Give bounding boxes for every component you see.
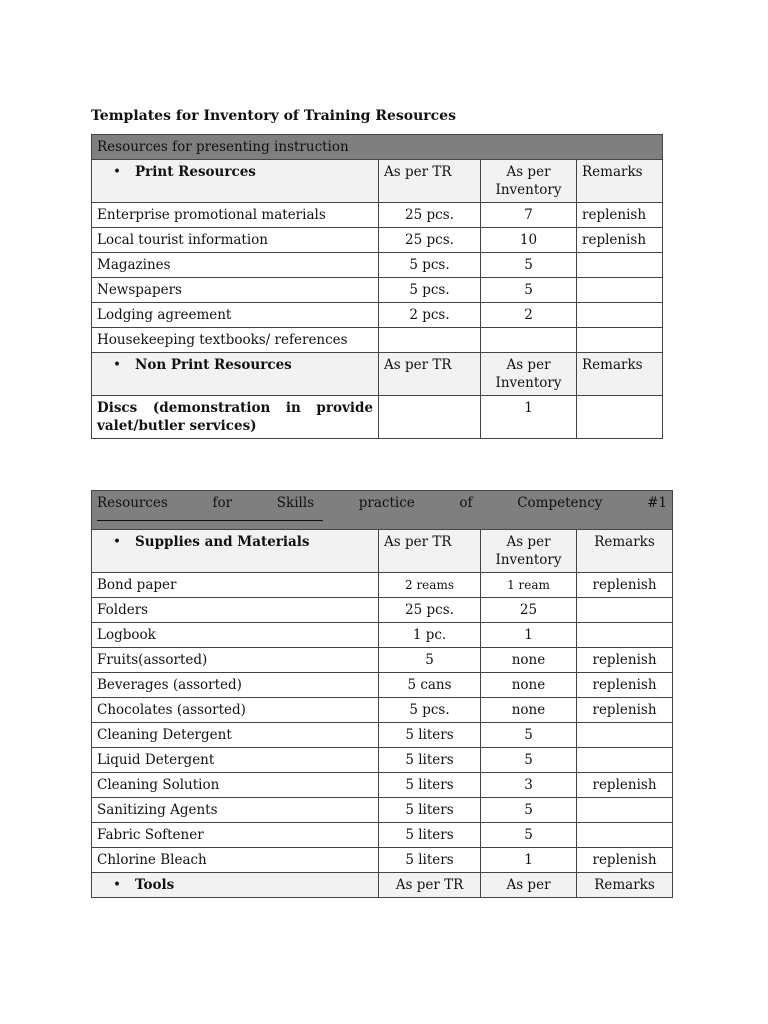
remarks-cell: replenish — [577, 773, 673, 798]
skills-practice-table — [91, 490, 673, 898]
section-heading-row — [92, 873, 673, 898]
inventory-cell: 5 — [481, 748, 577, 773]
print-resources-table — [91, 134, 663, 439]
tr-cell: 5 liters — [379, 773, 481, 798]
item-cell: Discs (demonstration in provide valet/butler services) — [92, 396, 379, 439]
table-row — [92, 698, 673, 723]
table-row — [92, 598, 673, 623]
item-cell: Lodging agreement — [92, 303, 379, 328]
remarks-cell — [577, 798, 673, 823]
table-header-text: Resources for Skills practice of Competency #1 — [97, 495, 667, 511]
inventory-cell: 2 — [481, 303, 577, 328]
col-header-remarks: Remarks — [577, 530, 673, 573]
section-heading-text: Non Print Resources — [135, 357, 292, 373]
inventory-cell: none — [481, 648, 577, 673]
inventory-cell: 1 — [481, 623, 577, 648]
remarks-cell — [577, 748, 673, 773]
item-cell: Newspapers — [92, 278, 379, 303]
inventory-cell: 5 — [481, 278, 577, 303]
table-row — [92, 328, 663, 353]
tr-cell: 25 pcs. — [379, 203, 481, 228]
inventory-cell: 5 — [481, 253, 577, 278]
col-header-inventory: As per Inventory — [481, 530, 577, 573]
remarks-cell — [577, 303, 663, 328]
table-row — [92, 723, 673, 748]
document-title: Templates for Inventory of Training Resources — [91, 108, 456, 124]
table-header-text: Resources for presenting instruction — [97, 139, 349, 155]
bullet-icon: • — [113, 164, 121, 180]
remarks-cell: replenish — [577, 203, 663, 228]
table-row — [92, 396, 663, 439]
inventory-cell: 1 — [481, 848, 577, 873]
item-cell: Bond paper — [92, 573, 379, 598]
tr-cell: 5 cans — [379, 673, 481, 698]
table-row — [92, 623, 673, 648]
table-header — [92, 491, 673, 530]
table-row — [92, 303, 663, 328]
bullet-icon: • — [113, 877, 121, 893]
table-row — [92, 673, 673, 698]
bullet-icon: • — [113, 357, 121, 373]
remarks-cell: replenish — [577, 673, 673, 698]
inventory-cell: none — [481, 698, 577, 723]
remarks-cell — [577, 823, 673, 848]
table-row — [92, 773, 673, 798]
tr-cell: 25 pcs. — [379, 228, 481, 253]
blank-line — [97, 512, 323, 521]
section-heading — [92, 353, 379, 396]
table-row — [92, 253, 663, 278]
section-heading — [92, 873, 379, 898]
inventory-cell — [481, 328, 577, 353]
item-cell: Logbook — [92, 623, 379, 648]
item-cell: Folders — [92, 598, 379, 623]
item-cell: Fabric Softener — [92, 823, 379, 848]
inventory-cell: 5 — [481, 798, 577, 823]
section-heading — [92, 530, 379, 573]
remarks-cell: replenish — [577, 573, 673, 598]
item-cell: Enterprise promotional materials — [92, 203, 379, 228]
remarks-cell — [577, 328, 663, 353]
section-heading — [92, 160, 379, 203]
section-heading-text: Print Resources — [135, 164, 256, 180]
item-cell: Local tourist information — [92, 228, 379, 253]
table-row — [92, 748, 673, 773]
tr-cell: 5 liters — [379, 748, 481, 773]
col-header-inventory: As per Inventory — [481, 353, 577, 396]
section-heading-text: Tools — [135, 877, 175, 893]
col-header-tr: As per TR — [379, 160, 481, 203]
table-row — [92, 848, 673, 873]
remarks-cell: replenish — [577, 848, 673, 873]
bullet-icon: • — [113, 534, 121, 550]
table-row — [92, 203, 663, 228]
section-heading-row — [92, 160, 663, 203]
section-heading-row — [92, 353, 663, 396]
remarks-cell — [577, 723, 673, 748]
col-header-remarks: Remarks — [577, 353, 663, 396]
inventory-cell: 5 — [481, 823, 577, 848]
tr-cell — [379, 328, 481, 353]
col-header-inventory: As per Inventory — [481, 160, 577, 203]
inventory-cell: 7 — [481, 203, 577, 228]
tr-cell: 5 liters — [379, 823, 481, 848]
tr-cell: 5 liters — [379, 723, 481, 748]
tr-cell: 2 pcs. — [379, 303, 481, 328]
inventory-cell: 1 — [481, 396, 577, 439]
item-cell: Cleaning Detergent — [92, 723, 379, 748]
inventory-cell: 1 ream — [481, 573, 577, 598]
section-heading-row — [92, 530, 673, 573]
remarks-cell — [577, 598, 673, 623]
remarks-cell — [577, 253, 663, 278]
col-header-tr: As per TR — [379, 353, 481, 396]
tr-cell: 5 pcs. — [379, 253, 481, 278]
remarks-cell — [577, 278, 663, 303]
table-row — [92, 823, 673, 848]
table-row — [92, 648, 673, 673]
inventory-cell: 5 — [481, 723, 577, 748]
item-cell: Beverages (assorted) — [92, 673, 379, 698]
col-header-tr: As per TR — [379, 873, 481, 898]
table-row — [92, 798, 673, 823]
col-header-tr: As per TR — [379, 530, 481, 573]
section-heading-text: Supplies and Materials — [135, 534, 310, 550]
table-header-row — [92, 491, 673, 530]
tr-cell: 5 pcs. — [379, 278, 481, 303]
item-cell: Fruits(assorted) — [92, 648, 379, 673]
table-header-row — [92, 135, 663, 160]
inventory-cell: 10 — [481, 228, 577, 253]
remarks-cell — [577, 396, 663, 439]
item-cell: Magazines — [92, 253, 379, 278]
tr-cell: 5 pcs. — [379, 698, 481, 723]
col-header-remarks: Remarks — [577, 873, 673, 898]
remarks-cell — [577, 623, 673, 648]
tr-cell: 5 liters — [379, 798, 481, 823]
item-cell: Liquid Detergent — [92, 748, 379, 773]
table-row — [92, 228, 663, 253]
tr-cell: 2 reams — [379, 573, 481, 598]
remarks-cell: replenish — [577, 698, 673, 723]
tr-cell: 5 — [379, 648, 481, 673]
item-cell: Cleaning Solution — [92, 773, 379, 798]
table-row — [92, 278, 663, 303]
remarks-cell: replenish — [577, 228, 663, 253]
tr-cell: 25 pcs. — [379, 598, 481, 623]
item-cell: Housekeeping textbooks/ references — [92, 328, 379, 353]
item-cell: Chocolates (assorted) — [92, 698, 379, 723]
col-header-inventory: As per — [481, 873, 577, 898]
inventory-cell: 3 — [481, 773, 577, 798]
tr-cell: 5 liters — [379, 848, 481, 873]
inventory-cell: none — [481, 673, 577, 698]
item-cell: Chlorine Bleach — [92, 848, 379, 873]
item-cell: Sanitizing Agents — [92, 798, 379, 823]
tr-cell: 1 pc. — [379, 623, 481, 648]
remarks-cell: replenish — [577, 648, 673, 673]
tr-cell — [379, 396, 481, 439]
table-header — [92, 135, 663, 160]
inventory-cell: 25 — [481, 598, 577, 623]
col-header-remarks: Remarks — [577, 160, 663, 203]
table-row — [92, 573, 673, 598]
